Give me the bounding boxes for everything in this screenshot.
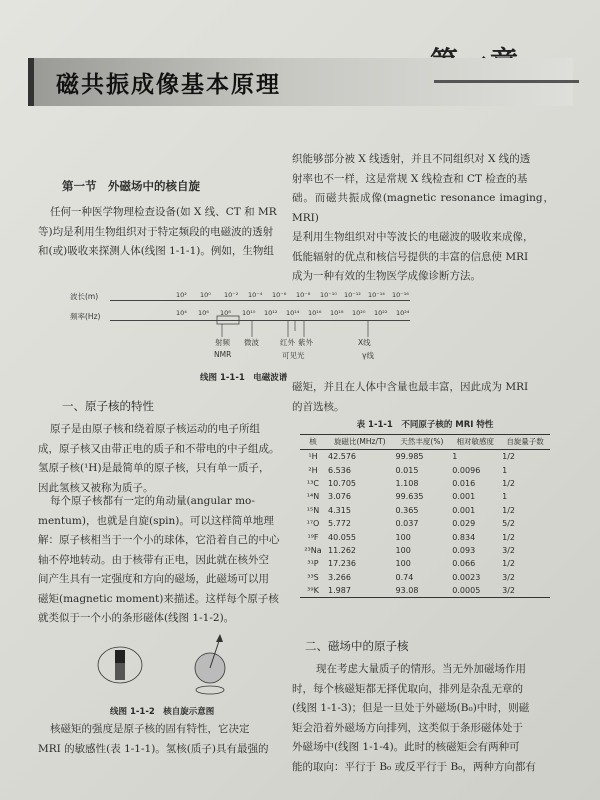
table-row — [300, 571, 550, 584]
table-cell: 100 — [395, 559, 411, 569]
chapter-title-bar — [28, 58, 573, 106]
wl-tick: 10⁻⁸ — [296, 291, 311, 299]
table-cell: 0.015 — [395, 465, 419, 475]
table-cell: ¹³C — [307, 478, 319, 488]
table-cell: 1/2 — [502, 452, 516, 462]
frequency-axis-label: 频率(Hz) — [70, 312, 101, 321]
table-row — [300, 584, 550, 598]
table-cell: 0.834 — [452, 532, 476, 542]
text-line: 每个原子核都有一定的角动量(angular mo- — [50, 495, 255, 507]
band-radio: 射频 — [215, 338, 230, 347]
text-line: (线图 1-1-3)；但是一旦处于外磁场(B₀)中时，则磁 — [292, 702, 530, 714]
freq-tick: 10⁶ — [198, 309, 209, 317]
table-cell: 17.236 — [328, 559, 356, 569]
nuclei-properties-table — [300, 418, 550, 598]
table-cell: 1/2 — [502, 478, 516, 488]
table-cell: 0.0023 — [452, 572, 481, 582]
text-line: 成，原子核又由带正电的质子和不带电的中子组成。 — [38, 442, 280, 455]
band-infrared: 红外 — [280, 338, 295, 347]
section-1-paragraph — [38, 203, 283, 262]
wavelength-axis-label: 波长(m) — [70, 292, 99, 301]
table-header: 相对敏感度 — [450, 435, 500, 450]
table-cell: ²³Na — [304, 545, 322, 555]
nuclear-spin-figure — [80, 630, 255, 700]
freq-tick: 10⁸ — [220, 309, 231, 317]
text-line: 外磁场中(线图 1-1-4)。此时的核磁矩会有两种可 — [292, 741, 520, 753]
table-cell: 0.016 — [452, 478, 476, 488]
table-cell: 4.315 — [328, 505, 351, 515]
table-cell: 93.08 — [394, 584, 451, 598]
text-line: mentum)，也就是自旋(spin)。可以这样简单地理 — [38, 514, 274, 527]
section-b-title: 二、磁场中的原子核 — [305, 639, 409, 653]
title-rule — [434, 80, 579, 83]
table-cell: 11.262 — [328, 545, 356, 555]
text-line: 核磁矩的强度是原子核的固有特性，它决定 — [50, 723, 250, 735]
wl-tick: 10⁻¹⁴ — [368, 291, 385, 299]
table-cell: 1 — [502, 465, 508, 475]
text-line: 解：原子核相当于一个小的球体，它沿着自己的中心 — [38, 534, 280, 546]
band-microwave: 微波 — [244, 338, 259, 347]
text-line: 磁矩，并且在人体中含量也最丰富，因此成为 MRI — [292, 381, 529, 393]
text-line: 间产生具有一定强度和方向的磁场，此磁场可以用 — [38, 573, 269, 585]
figure-1-caption: 线图 1-1-1 电磁波谱 — [200, 373, 288, 383]
table-cell: ³³S — [307, 572, 319, 582]
section-a-paragraph-1 — [38, 420, 283, 498]
spectrum-markers — [70, 285, 420, 375]
figure-2-caption: 线图 1-1-2 核自旋示意图 — [110, 707, 215, 717]
table-cell: 0.74 — [395, 572, 414, 582]
table-cell: ¹⁹F — [307, 532, 319, 542]
band-visible: 可见光 — [282, 351, 305, 360]
table-header: 核 — [300, 435, 326, 450]
text-line: 因此氢核又被称为质子。 — [38, 481, 154, 494]
table-cell: 0.093 — [452, 545, 476, 555]
freq-tick: 10⁴ — [176, 309, 187, 317]
right-mid-paragraph — [292, 378, 554, 417]
em-spectrum-diagram — [70, 285, 420, 375]
freq-tick: 10¹⁸ — [330, 309, 344, 317]
table-cell: ³⁹K — [300, 584, 326, 598]
band-ultraviolet: 紫外 — [298, 338, 313, 347]
table-cell: 1/2 — [502, 505, 516, 515]
table-cell: 3.076 — [328, 492, 351, 502]
table-cell: 99.985 — [395, 452, 424, 462]
freq-tick: 10¹⁶ — [308, 309, 322, 317]
section-1-title: 第一节 外磁场中的核自旋 — [62, 179, 200, 193]
table-cell: 1 — [452, 452, 458, 462]
wl-tick: 10⁰ — [200, 291, 211, 299]
text-line: 是利用生物组织对中等波长的电磁波的吸收来成像， — [292, 231, 534, 243]
table-cell: 0.365 — [395, 505, 419, 515]
table-cell: 3.266 — [328, 572, 351, 582]
freq-tick: 10²⁴ — [396, 309, 410, 317]
table-header: 旋磁比(MHz/T) — [326, 435, 394, 450]
text-line: 磁矩(magnetic moment)来描述。这样每个原子核 — [38, 592, 279, 605]
band-nmr: NMR — [214, 350, 232, 359]
text-line: 成为一种有效的生物医学成像诊断方法。 — [292, 270, 481, 282]
table-cell: 0.066 — [452, 559, 476, 569]
table-row — [300, 557, 550, 570]
freq-tick: 10¹⁴ — [286, 309, 300, 317]
right-top-paragraph — [292, 150, 554, 287]
band-xray: X线 — [358, 338, 371, 347]
wl-tick: 10⁻⁶ — [272, 291, 287, 299]
wl-tick: 10⁻¹⁰ — [320, 291, 337, 299]
table-cell: 1.108 — [395, 478, 419, 488]
table-cell: 1 — [502, 492, 508, 502]
table-cell: ²H — [308, 465, 318, 475]
text-line: 轴不停地转动。由于核带有正电，因此就在核外空 — [38, 553, 269, 566]
text-line: 础。而磁共振成像(magnetic resonance imaging，MRI) — [292, 192, 554, 224]
band-gamma: γ线 — [362, 351, 374, 360]
table-cell: 0.0005 — [450, 584, 500, 598]
freq-tick: 10¹² — [264, 309, 278, 317]
table-row — [300, 530, 550, 543]
table-header: 自旋量子数 — [500, 435, 550, 450]
text-line: 时，每个核磁矩都无择优取向，排列是杂乱无章的 — [292, 682, 523, 695]
text-line: 矩会沿着外磁场方向排列，这类似于条形磁体处于 — [292, 721, 523, 734]
text-line: 织能够部分被 X 线透射，并且不同组织对 X 线的透 — [292, 153, 531, 165]
table-row — [300, 517, 550, 530]
text-line: 就类似于一个小的条形磁体(线图 1-1-2)。 — [38, 612, 235, 624]
table-cell: 6.536 — [328, 465, 351, 475]
text-line: 原子是由原子核和绕着原子核运动的电子所组 — [50, 423, 260, 435]
table-cell: ³¹P — [307, 559, 319, 569]
wl-tick: 10² — [176, 291, 187, 299]
table-cell: ¹⁷O — [306, 519, 320, 529]
wl-tick: 10⁻² — [224, 291, 239, 299]
text-line: 任何一种医学物理检查设备(如 X 线、CT 和 MR — [50, 206, 277, 218]
table-cell: 0.037 — [395, 519, 419, 529]
wl-tick: 10⁻¹² — [344, 291, 361, 299]
table-title: 表 1-1-1 不同原子核的 MRI 特性 — [356, 420, 494, 430]
text-line: 和(或)吸收来探测人体(线图 1-1-1)。例如，生物组 — [38, 245, 274, 257]
section-a-title: 一、原子核的特性 — [62, 399, 154, 413]
table-cell: 1/2 — [502, 532, 516, 542]
text-line: 能的取向：平行于 B₀ 或反平行于 B₀，两种方向都有 — [292, 760, 536, 773]
table-cell: 99.635 — [395, 492, 424, 502]
table-cell: 0.001 — [452, 492, 476, 502]
table-cell: 0.001 — [452, 505, 476, 515]
table-header-row — [300, 435, 550, 450]
table-cell: 1/2 — [502, 559, 516, 569]
table-body — [300, 450, 550, 598]
table-cell: 0.029 — [452, 519, 476, 529]
table-cell: ¹⁵N — [306, 505, 320, 515]
wl-tick: 10⁻¹⁶ — [392, 291, 409, 299]
table-row — [300, 463, 550, 476]
table-row — [300, 477, 550, 490]
text-line: 氢原子核(¹H)是最简单的原子核，只有单一质子， — [38, 462, 270, 474]
table-cell: ¹⁴N — [306, 492, 320, 502]
text-line: MRI 的敏感性(表 1-1-1)。氢核(质子)具有最强的 — [38, 742, 269, 755]
section-a-paragraph-2 — [38, 492, 283, 629]
freq-tick: 10²² — [374, 309, 388, 317]
section-b-paragraph — [292, 660, 554, 777]
table-row — [300, 490, 550, 503]
table-cell: 3/2 — [502, 545, 516, 555]
table-cell: 3/2 — [502, 572, 516, 582]
section-a-paragraph-3 — [38, 720, 283, 759]
table-cell: 5.772 — [328, 519, 351, 529]
text-line: 的首选核。 — [292, 400, 345, 413]
text-line: 等)均是利用生物组织对于特定频段的电磁波的透射 — [38, 225, 274, 238]
text-line: 现在考虑大量质子的情形。当无外加磁场作用 — [316, 663, 526, 675]
table-cell: 10.705 — [328, 478, 356, 488]
text-line: 射率也不一样，这是常规 X 线检查和 CT 检查的基 — [292, 172, 528, 185]
text-line: 低能辐射的优点和核信号提供的丰富的信息使 MRI — [292, 250, 529, 263]
freq-tick: 10²⁰ — [352, 309, 366, 317]
table-cell: 3/2 — [500, 584, 550, 598]
table-cell: 42.576 — [328, 452, 356, 462]
table-cell: 40.055 — [328, 532, 356, 542]
wl-tick: 10⁻⁴ — [248, 291, 263, 299]
chapter-title: 磁共振成像基本原理 — [56, 72, 281, 98]
table-row — [300, 504, 550, 517]
table-header: 天然丰度(%) — [394, 435, 451, 450]
table-cell: 1.987 — [326, 584, 394, 598]
table-cell: 0.0096 — [452, 465, 481, 475]
table-cell: 5/2 — [502, 519, 516, 529]
table-cell: 100 — [395, 532, 411, 542]
table-row — [300, 544, 550, 557]
table-row — [300, 450, 550, 464]
freq-tick: 10¹⁰ — [242, 309, 256, 317]
table-cell: 100 — [395, 545, 411, 555]
table-cell: ¹H — [308, 452, 318, 462]
